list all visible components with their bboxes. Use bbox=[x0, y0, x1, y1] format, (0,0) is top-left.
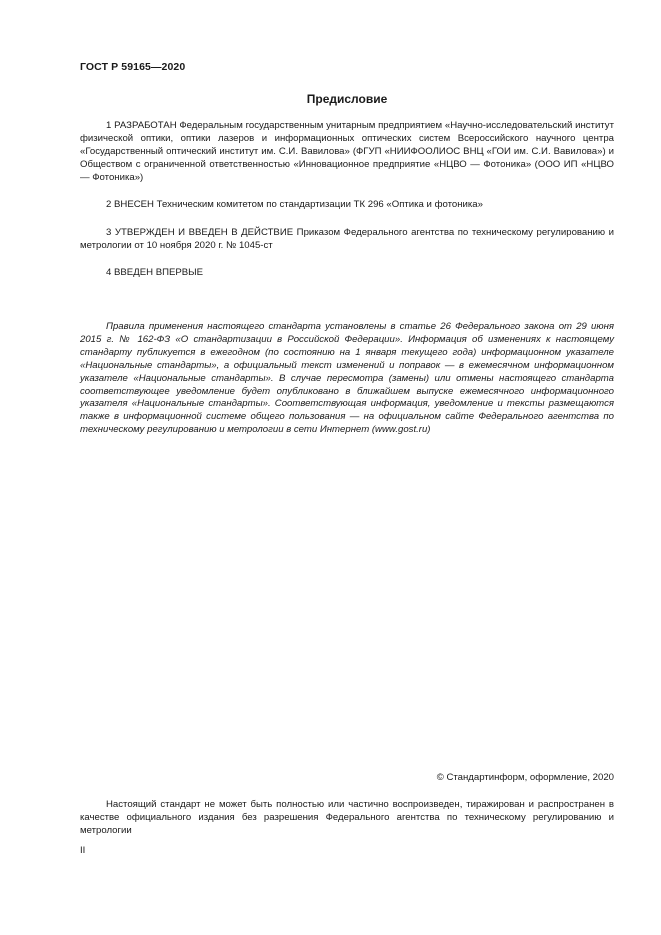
application-rules-notice: Правила применения настоящего стандарта установлены в статье 26 Федерального закона от 29 июня 2015 г. № 162-ФЗ «О стандартизации в Российской Федерации». Информация об изменениях к настоящему стандарту публикуется в ежегодном (по состоянию на 1 января текущего года) информационном указателе «Национальные стандарты», а официальный текст изменений и поправок — в ежемесячном информационном указателе «Национальные стандарты». В случае пересмотра (замены) или отмены настоящего стандарта соответствующее уведомление будет опубликовано в ближайшем выпуске ежемесячного информационного указателя «Национальные стандарты». Соответствующая информация, уведомление и тексты размещаются также в информационной системе общего пользования — на официальном сайте Федерального агентства по техническому регулированию и метрологии в сети Интернет (www.gost.ru) bbox=[80, 321, 614, 436]
foreword-item-developed: 1 РАЗРАБОТАН Федеральным государственным унитарным предприятием «Научно-исследовательский институт физической оптики, оптики лазеров и информационных оптических систем Всероссийского научного центра «Государственный оптический институт им. С.И. Вавилова» (ФГУП «НИИФООЛИОС ВНЦ «ГОИ им. С.И. Вавилова») и Обществом с ограниченной ответственностью «Инновационное предприятие «НЦВО — Фотоника» (ООО ИП «НЦВО — Фотоника») bbox=[80, 120, 614, 183]
foreword-item-approved: 3 УТВЕРЖДЕН И ВВЕДЕН В ДЕЙСТВИЕ Приказом Федерального агентства по техническому регулированию и метрологии от 10 ноября 2020 г. № 1045-ст bbox=[80, 227, 614, 251]
foreword-item-introduced: 2 ВНЕСЕН Техническим комитетом по стандартизации ТК 296 «Оптика и фотоника» bbox=[106, 199, 483, 210]
page-title: Предисловие bbox=[306, 92, 388, 106]
reproduction-restriction-notice: Настоящий стандарт не может быть полностью или частично воспроизведен, тиражирован и распространен в качестве официального издания без разрешения Федерального агентства по техническому регулированию и метрологии bbox=[80, 799, 614, 836]
document-code: ГОСТ Р 59165—2020 bbox=[80, 61, 186, 73]
foreword-item-first-time: 4 ВВЕДЕН ВПЕРВЫЕ bbox=[106, 267, 204, 278]
page-number: II bbox=[80, 845, 86, 856]
copyright-line: © Стандартинформ, оформление, 2020 bbox=[436, 772, 614, 783]
